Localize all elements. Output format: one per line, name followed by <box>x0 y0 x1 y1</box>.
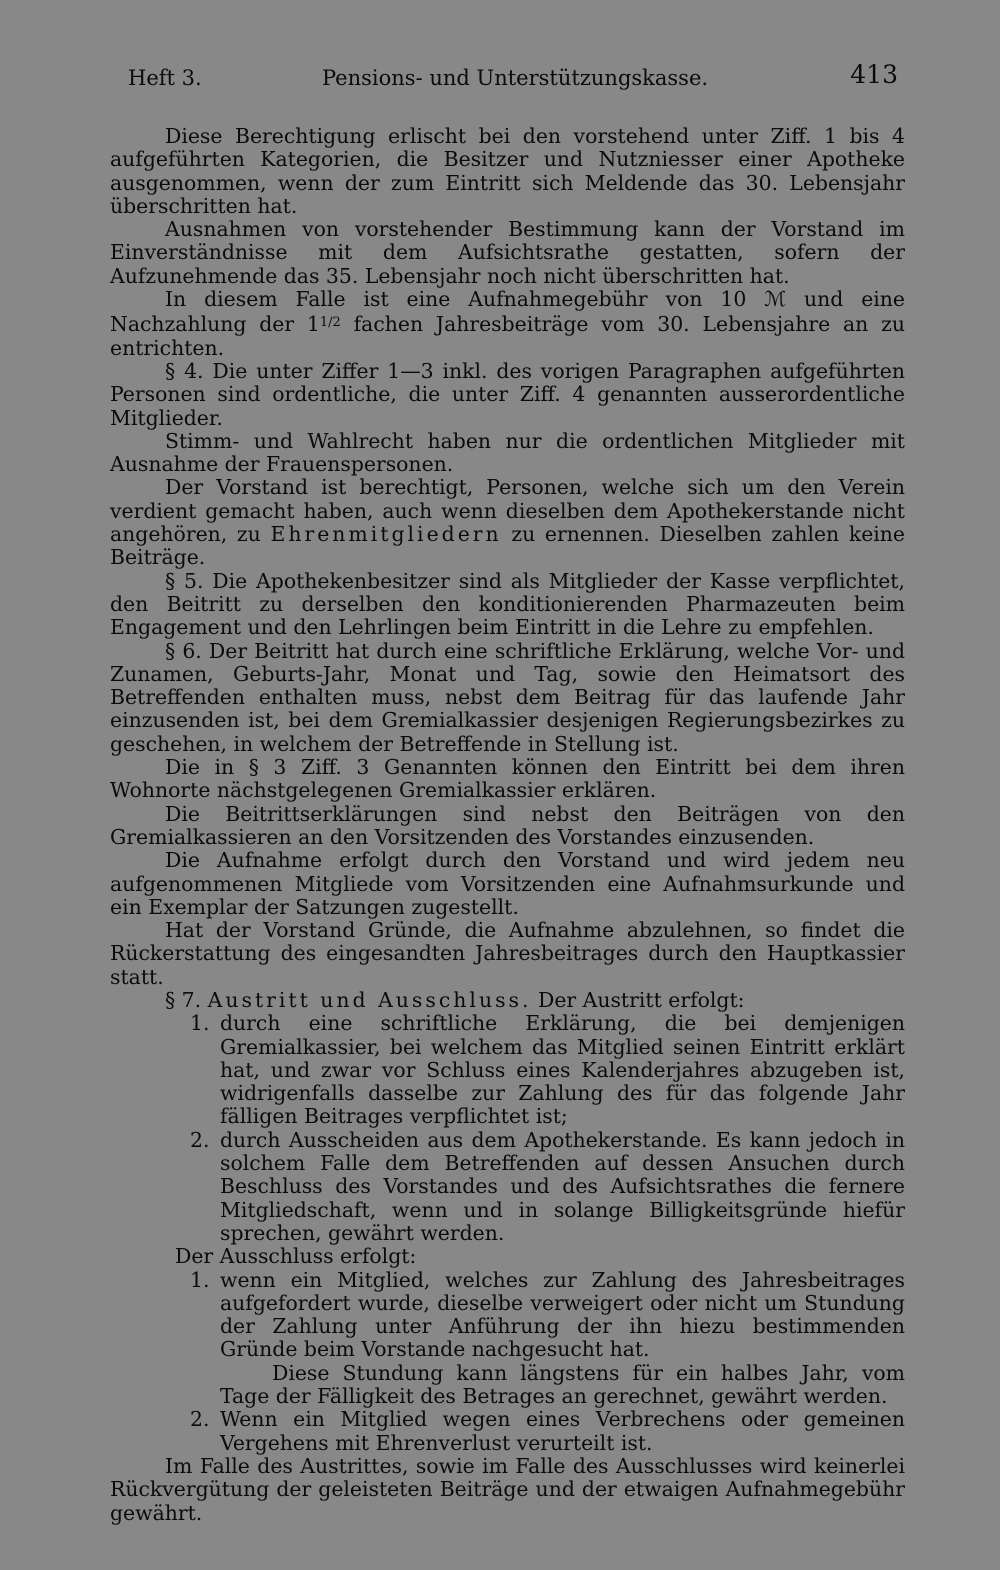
page-number: 413 <box>850 60 898 89</box>
austritt-list <box>110 1012 905 1245</box>
paragraph-text: zu ernennen. Dieselben zahlen keine Beiträge. <box>110 522 905 570</box>
section-title: Austritt und Ausschluss. <box>207 987 532 1012</box>
list-item <box>110 1269 905 1409</box>
list-text: durch eine schriftliche Erklärung, die bei demjenigen Gremialkassier, bei welchem das Mitglied seinen Eintritt erklärt hat, und zwar vor Schluss eines Kalenderjahres abzugeben ist, widrigenfalls dasselbe zur Zahlung des für das folgende Jahr fälligen Beitrages verpflichtet ist; <box>220 1011 905 1129</box>
paragraph: Hat der Vorstand Gründe, die Aufnahme abzulehnen, so findet die Rückerstattung des eingesandten Jahresbeitrages durch den Hauptkassier statt. <box>110 918 905 989</box>
fraction: 1/2 <box>319 315 341 331</box>
paragraph-text: fachen Jahresbeiträge vom 30. Lebensjahre an zu entrichten. <box>110 312 906 360</box>
page-header <box>128 60 898 94</box>
list-item <box>110 1012 905 1128</box>
paragraph: Stimm- und Wahlrecht haben nur die ordentlichen Mitglieder mit Ausnahme der Frauenspersonen. <box>110 428 905 477</box>
paragraph-text: In diesem Falle ist eine Aufnahmegebühr von 10 ℳ und eine Nachzahlung der 1 <box>110 287 905 337</box>
paragraph: Die in § 3 Ziff. 3 Genannten können den Eintritt bei dem ihren Wohnorte nächstgelegenen Gremialkassier erklären. <box>110 755 905 803</box>
paragraph: Die Beitrittserklärungen sind nebst den Beiträgen von den Gremialkassieren an den Vorsitzenden des Vorstandes einzusenden. <box>110 801 905 849</box>
section-5-paragraph: § 5. Die Apothekenbesitzer sind als Mitglieder der Kasse verpflichtet, den Beitritt zu derselben den konditionierenden Pharmazeuten beim Engagement und den Lehrlingen beim Eintritt in die Lehre zu empfehlen. <box>110 568 905 640</box>
list-text: durch Ausscheiden aus dem Apothekerstande. Es kann jedoch in solchem Falle dem Betreffenden auf dessen Ansuchen durch Beschluss des Vorstandes und des Aufsichtsrathes die fernere Mitgliedschaft, wenn und in solange Billigkeitsgründe hiefür sprechen, gewährt werden. <box>220 1127 905 1245</box>
paragraph: Ausnahmen von vorstehender Bestimmung kann der Vorstand im Einverständnisse mit dem Aufsichtsrathe gestatten, sofern der Aufzunehmende das 35. Lebensjahr noch nicht überschritten hat. <box>110 217 905 288</box>
final-paragraph: Im Falle des Austrittes, sowie im Falle des Ausschlusses wird keinerlei Rückvergütung der geleisteten Beiträge und der etwaigen Aufnahmegebühr gewährt. <box>110 1453 905 1525</box>
section-4-paragraph: § 4. Die unter Ziffer 1—3 inkl. des vorigen Paragraphen aufgeführten Personen sind ordentliche, die unter Ziff. 4 genannten ausserordentliche Mitglieder. <box>110 358 905 430</box>
paragraph: Diese Berechtigung erlischt bei den vorstehend unter Ziff. 1 bis 4 aufgeführten Kategorien, die Besitzer und Nutzniesser einer Apotheke ausgenommen, wenn der zum Eintritt sich Meldende das 30. Lebensjahr überschritten hat. <box>110 124 905 218</box>
paragraph: Die Aufnahme erfolgt durch den Vorstand und wird jedem neu aufgenommenen Mitgliede vom Vorsitzenden eine Aufnahmsurkunde und ein Exemplar der Satzungen zugestellt. <box>110 848 905 919</box>
list-item <box>110 1129 905 1245</box>
ausschluss-list <box>110 1269 905 1455</box>
paragraph <box>110 288 905 360</box>
list-text: Wenn ein Mitglied wegen eines Verbrechens oder gemeinen Vergehens mit Ehrenverlust verurteilt ist. <box>220 1407 905 1455</box>
spaced-term: Ehrenmitgliedern <box>270 522 502 547</box>
list-item <box>110 1408 905 1455</box>
paragraph-text: Der Austritt erfolgt: <box>537 987 745 1012</box>
section-6-paragraph: § 6. Der Beitritt hat durch eine schriftliche Erklärung, welche Vor- und Zunamen, Geburts-Jahr, Monat und Tag, sowie den Heimatsort des Betreffenden enthalten muss, nebst dem Beitrag für das laufende Jahr einzusenden ist, bei dem Gremialkassier desjenigen Regierungsbezirkes zu geschehen, in welchem der Betreffende in Stellung ist. <box>110 638 905 756</box>
list-number: 2. <box>190 1127 210 1152</box>
list-text: wenn ein Mitglied, welches zur Zahlung des Jahresbeitrages aufgefordert wurde, dieselbe verweigert oder nicht um Stundung der Zahlung unter Anführung der ihn hiezu bestimmenden Gründe beim Vorstande nachgesucht hat. <box>220 1267 905 1362</box>
paragraph <box>110 476 905 569</box>
section-number: § 7. <box>165 987 202 1012</box>
list-number: 1. <box>190 1011 210 1036</box>
list-number: 2. <box>190 1407 210 1432</box>
section-7-heading <box>110 989 905 1012</box>
issue-label: Heft 3. <box>128 66 202 90</box>
running-title: Pensions- und Unterstützungskasse. <box>322 66 709 90</box>
paragraph-text: Der Vorstand ist berechtigt, Personen, welche sich um den Verein verdient gemacht haben, auch wenn dieselben dem Apothekerstande nicht angehören, zu <box>110 475 905 547</box>
list-number: 1. <box>190 1267 210 1292</box>
page-body <box>110 125 905 1525</box>
list-subparagraph: Diese Stundung kann längstens für ein halbes Jahr, vom Tage der Fälligkeit des Betrages an gerechnet, gewährt werden. <box>220 1360 905 1409</box>
ausschluss-heading: Der Ausschluss erfolgt: <box>175 1244 417 1269</box>
